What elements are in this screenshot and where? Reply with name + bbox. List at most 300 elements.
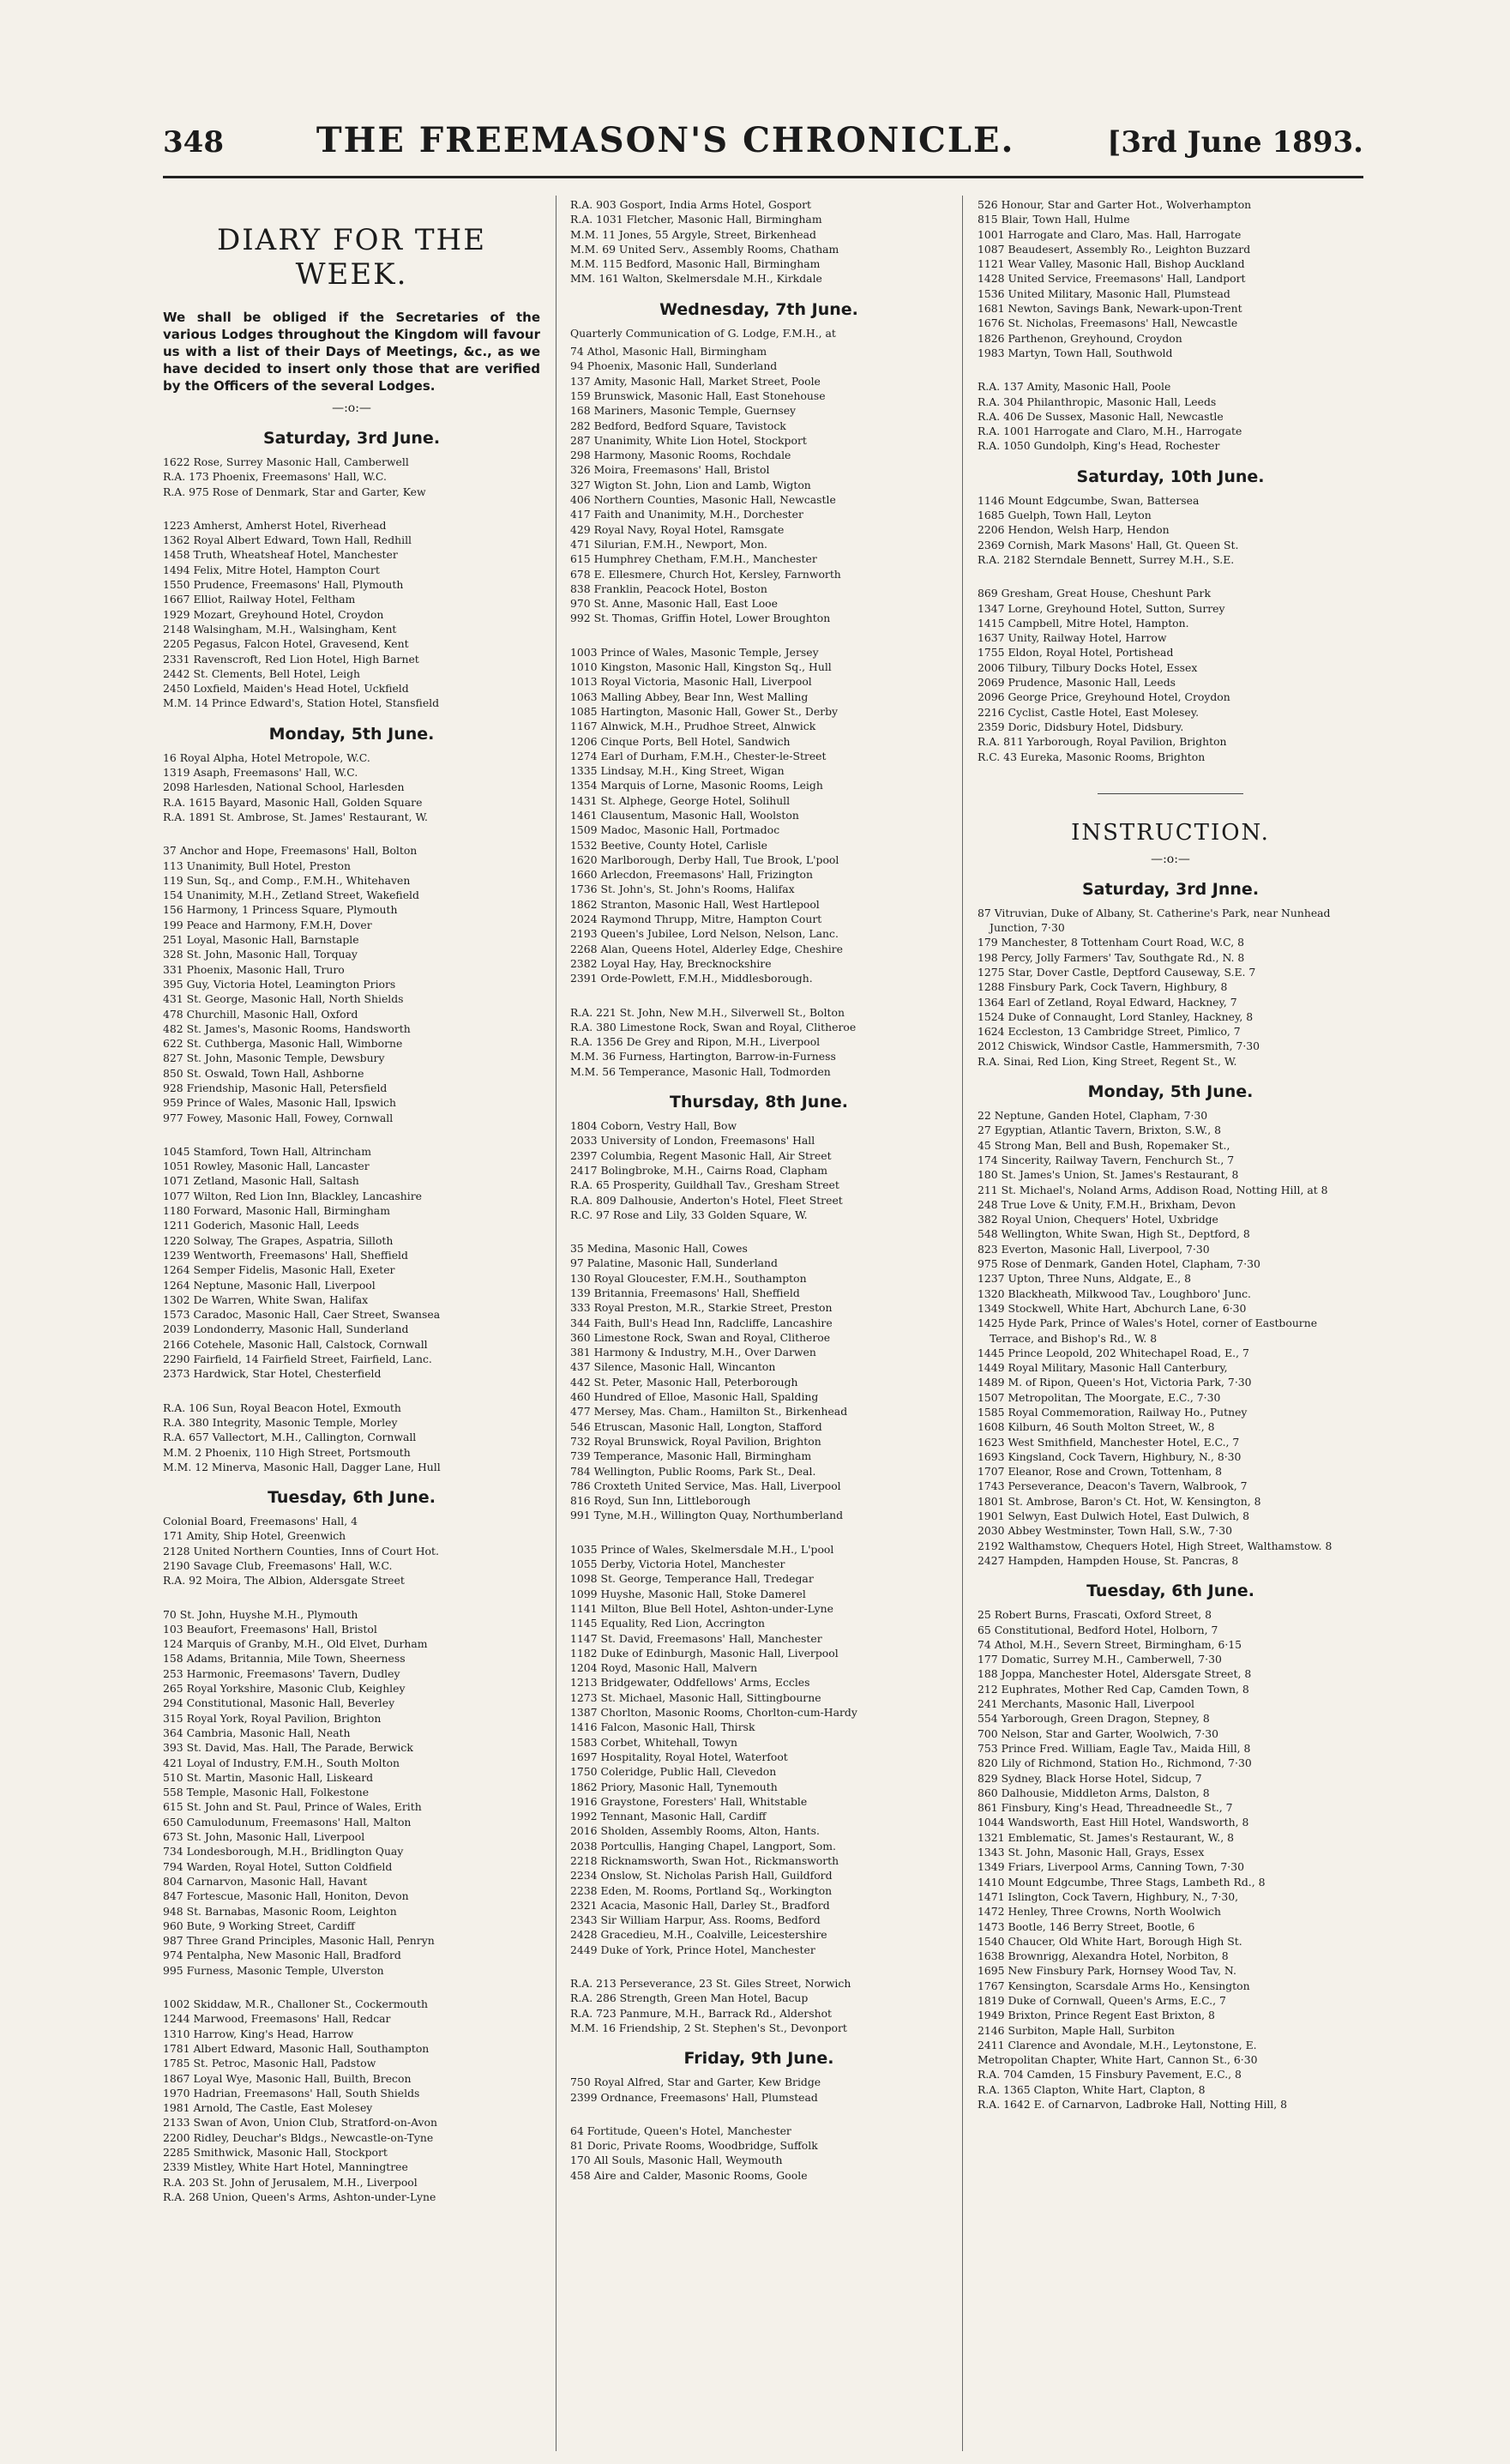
lodge-entry: 2098 Harlesden, National School, Harlesden — [163, 780, 405, 794]
lodge-entry: 344 Faith, Bull's Head Inn, Radcliffe, Lancashire — [570, 1316, 833, 1329]
lodge-entry: 1147 St. David, Freemasons' Hall, Manchester — [570, 1631, 822, 1645]
lodge-entry: R.A. 1356 De Grey and Ripon, M.H., Liverpool — [570, 1035, 821, 1049]
lodge-entry: 753 Prince Fred. William, Eagle Tav., Maida Hill, 8 — [978, 1741, 1251, 1755]
lodge-entry: 1707 Eleanor, Rose and Crown, Tottenham, 8 — [978, 1465, 1222, 1479]
lodge-entry: 1349 Stockwell, White Hart, Abchurch Lane, 6·30 — [978, 1301, 1247, 1315]
lodge-entry: 421 Loyal of Industry, F.M.H., South Molton — [163, 1756, 400, 1769]
lodge-entry: 987 Three Grand Principles, Masonic Hall, Penryn — [163, 1934, 435, 1948]
lodge-entry: 482 St. James's, Masonic Rooms, Handsworth — [163, 1021, 411, 1035]
lodge-entry: 1660 Arlecdon, Freemasons' Hall, Frizington — [570, 868, 813, 882]
lodge-entry: 526 Honour, Star and Garter Hot., Wolverhampton — [978, 198, 1252, 211]
lodge-entry: 2449 Duke of York, Prince Hotel, Manchester — [570, 1943, 815, 1956]
lodge-entry: 1781 Albert Edward, Masonic Hall, Southampton — [163, 2041, 430, 2055]
lodge-list — [570, 1005, 948, 1079]
lodge-entry: 1622 Rose, Surrey Masonic Hall, Camberwell — [163, 455, 409, 468]
lodge-list — [570, 344, 948, 626]
day-heading: Monday, 5th June. — [268, 724, 435, 744]
lodge-entry: 1695 New Finsbury Park, Hornsey Wood Tav, N. — [978, 1964, 1236, 1978]
lodge-entry: 103 Beaufort, Freemasons' Hall, Bristol — [163, 1622, 377, 1636]
lodge-entry: 1685 Guelph, Town Hall, Leyton — [978, 509, 1152, 522]
lodge-entry: 1585 Royal Commemoration, Railway Ho., Putney — [978, 1406, 1248, 1419]
lodge-list — [570, 2124, 948, 2183]
lodge-entry: 1509 Madoc, Masonic Hall, Portmadoc — [570, 823, 780, 837]
lodge-entry: 1970 Hadrian, Freemasons' Hall, South Shields — [163, 2086, 420, 2100]
day-heading: Thursday, 8th June. — [670, 1093, 848, 1112]
lodge-entry: 615 St. John and St. Paul, Prince of Wales, Erith — [163, 1800, 422, 1814]
lodge-entry: M.M. 16 Friendship, 2 St. Stephen's St., Devonport — [570, 2021, 847, 2034]
group-gap — [163, 824, 540, 843]
lodge-entry: 860 Dalhousie, Middleton Arms, Dalston, 8 — [978, 1786, 1210, 1799]
lodge-entry: 1767 Kensington, Scarsdale Arms Ho., Kensington — [978, 1979, 1250, 1992]
lodge-entry: 170 All Souls, Masonic Hall, Weymouth — [570, 2154, 783, 2167]
lodge-entry: 1077 Wilton, Red Lion Inn, Blackley, Lancashire — [163, 1189, 422, 1202]
lodge-entry: 732 Royal Brunswick, Royal Pavilion, Brighton — [570, 1434, 821, 1448]
ornament: —:o:— — [332, 401, 371, 415]
lodge-entry: 2399 Ordnance, Freemasons' Hall, Plumstead — [570, 2090, 818, 2104]
lodge-entry: R.A. 203 St. John of Jerusalem, M.H., Liverpool — [163, 2175, 418, 2189]
lodge-entry: 45 Strong Man, Bell and Bush, Ropemaker St., — [978, 1138, 1230, 1152]
lodge-entry: M.M. 11 Jones, 55 Argyle, Street, Birkenhead — [570, 227, 816, 241]
lodge-entry: 1239 Wentworth, Freemasons' Hall, Sheffield — [163, 1248, 408, 1262]
lodge-entry: 2397 Columbia, Regent Masonic Hall, Air Street — [570, 1148, 832, 1162]
lodge-list — [978, 379, 1363, 453]
lodge-entry: 861 Finsbury, King's Head, Threadneedle St., 7 — [978, 1801, 1233, 1815]
lodge-entry: 97 Palatine, Masonic Hall, Sunderland — [570, 1256, 778, 1270]
lodge-entry: 2428 Gracedieu, M.H., Coalville, Leicestershire — [570, 1928, 827, 1942]
lodge-entry: 970 St. Anne, Masonic Hall, East Looe — [570, 597, 778, 611]
lodge-entry: 548 Wellington, White Swan, High St., Deptford, 8 — [978, 1227, 1250, 1241]
lodge-entry: 1098 St. George, Temperance Hall, Tredegar — [570, 1572, 814, 1586]
lodge-entry: 2331 Ravenscroft, Red Lion Hotel, High Barnet — [163, 652, 419, 666]
day-heading: Wednesday, 7th June. — [659, 299, 858, 319]
lodge-entry: 992 St. Thomas, Griffin Hotel, Lower Broughton — [570, 611, 831, 625]
lodge-entry: 2006 Tilbury, Tilbury Docks Hotel, Essex — [978, 660, 1198, 674]
lodge-entry: 554 Yarborough, Green Dragon, Stepney, 8 — [978, 1712, 1210, 1726]
group-gap — [163, 1978, 540, 1997]
lodge-entry: 406 Northern Counties, Masonic Hall, Newcastle — [570, 493, 836, 507]
lodge-entry: R.A. 723 Panmure, M.H., Barrack Rd., Aldershot — [570, 2006, 833, 2020]
group-gap — [163, 1588, 540, 1607]
lodge-entry: 1275 Star, Dover Castle, Deptford Causeway, S.E. 7 — [978, 965, 1256, 979]
lodge-entry: 786 Croxteth United Service, Mas. Hall, Liverpool — [570, 1479, 841, 1492]
lodge-entry: 847 Fortescue, Masonic Hall, Honiton, Devon — [163, 1889, 409, 1903]
lodge-entry: 1743 Perseverance, Deacon's Tavern, Walbrook, 7 — [978, 1479, 1248, 1493]
lodge-entry: 1416 Falcon, Masonic Hall, Thirsk — [570, 1720, 755, 1734]
lodge-entry: R.A. 1891 St. Ambrose, St. James' Restaurant, W. — [163, 810, 428, 823]
lodge-entry: 171 Amity, Ship Hotel, Greenwich — [163, 1529, 346, 1543]
lodge-entry: 2369 Cornish, Mark Masons' Hall, Gt. Queen St. — [978, 538, 1239, 551]
lodge-entry: 113 Unanimity, Bull Hotel, Preston — [163, 858, 352, 872]
lodge-entry: 1087 Beaudesert, Assembly Ro., Leighton Buzzard — [978, 242, 1251, 256]
lodge-entry: 1473 Bootle, 146 Berry Street, Bootle, 6 — [978, 1919, 1195, 1933]
lodge-entry: 198 Percy, Jolly Farmers' Tav, Southgate Rd., N. 8 — [978, 950, 1245, 964]
lodge-entry: 615 Humphrey Chetham, F.M.H., Manchester — [570, 552, 817, 566]
lodge-entry: R.A. 2182 Sterndale Bennett, Surrey M.H., S.E. — [978, 552, 1235, 566]
lodge-entry: R.A. 286 Strength, Green Man Hotel, Bacup — [570, 1991, 809, 2005]
lodge-entry: 2238 Eden, M. Rooms, Portland Sq., Workington — [570, 1883, 833, 1897]
lodge-entry: R.A. 268 Union, Queen's Arms, Ashton-under-Lyne — [163, 2190, 436, 2203]
lodge-entry: 1335 Lindsay, M.H., King Street, Wigan — [570, 764, 785, 778]
lodge-entry: 2039 Londonderry, Masonic Hall, Sunderland — [163, 1322, 409, 1336]
lodge-entry: 1697 Hospitality, Royal Hotel, Waterfoot — [570, 1750, 788, 1763]
lodge-list — [163, 1514, 540, 1587]
lodge-entry: M.M. 2 Phoenix, 110 High Street, Portsmouth — [163, 1445, 411, 1459]
lodge-entry: 137 Amity, Masonic Hall, Market Street, Poole — [570, 374, 821, 388]
lodge-entry: M.M. 12 Minerva, Masonic Hall, Dagger Lane, Hull — [163, 1460, 441, 1473]
lodge-entry: 2012 Chiswick, Windsor Castle, Hammersmith, 7·30 — [978, 1039, 1260, 1053]
lodge-entry: 1431 St. Alphege, George Hotel, Solihull — [570, 793, 791, 807]
page-number: 348 — [163, 125, 224, 160]
lodge-entry: 1063 Malling Abbey, Bear Inn, West Malling — [570, 690, 809, 703]
group-gap — [570, 986, 948, 1005]
lodge-list — [570, 1976, 948, 2035]
day-note: Quarterly Communication of G. Lodge, F.M.H., at — [570, 326, 836, 340]
lodge-entry: 2030 Abbey Westminster, Town Hall, S.W., 7·30 — [978, 1524, 1232, 1538]
lodge-entry: 154 Unanimity, M.H., Zetland Street, Wakefield — [163, 889, 419, 902]
lodge-entry: 1364 Earl of Zetland, Royal Edward, Hackney, 7 — [978, 995, 1237, 1009]
journal-title: THE FREEMASON'S CHRONICLE. — [316, 120, 1015, 160]
lodge-entry: 1801 St. Ambrose, Baron's Ct. Hot, W. Kensington, 8 — [978, 1494, 1261, 1508]
lodge-list — [163, 1997, 540, 2204]
lodge-entry: 382 Royal Union, Chequers' Hotel, Uxbridge — [978, 1213, 1218, 1226]
lodge-entry: 959 Prince of Wales, Masonic Hall, Ipswich — [163, 1096, 396, 1110]
lodge-entry: 2268 Alan, Queens Hotel, Alderley Edge, Cheshire — [570, 942, 843, 955]
diary-intro: We shall be obliged if the Secretaries of the various Lodges throughout the Kingdom will favour us with a list of their Days of Meetings, &c., as we have decided to insert only those that are verified by the Officers of the several Lodges. — [163, 310, 540, 394]
lodge-entry: 1983 Martyn, Town Hall, Southwold — [978, 346, 1173, 359]
header-rule — [163, 176, 1363, 178]
lodge-entry: 381 Harmony & Industry, M.H., Over Darwen — [570, 1346, 816, 1359]
lodge-entry: 1750 Coleridge, Public Hall, Clevedon — [570, 1765, 777, 1779]
group-gap — [163, 1125, 540, 1144]
lodge-entry: 2359 Doric, Didsbury Hotel, Didsbury. — [978, 720, 1184, 733]
lodge-entry: 2417 Bolingbroke, M.H., Cairns Road, Clapham — [570, 1163, 828, 1177]
column-1-body — [163, 429, 540, 2204]
lodge-entry: 678 E. Ellesmere, Church Hot, Kersley, Farnworth — [570, 567, 841, 581]
lodge-entry: 2206 Hendon, Welsh Harp, Hendon — [978, 523, 1170, 537]
lodge-entry: 823 Everton, Masonic Hall, Liverpool, 7·30 — [978, 1242, 1210, 1256]
lodge-entry: 1180 Forward, Masonic Hall, Birmingham — [163, 1204, 390, 1218]
lodge-entry: 1071 Zetland, Masonic Hall, Saltash — [163, 1174, 359, 1188]
lodge-entry: 1085 Hartington, Masonic Hall, Gower St., Derby — [570, 704, 839, 718]
lodge-list — [163, 518, 540, 711]
lodge-entry: R.A. 106 Sun, Royal Beacon Hotel, Exmouth — [163, 1401, 401, 1414]
lodge-list — [570, 1241, 948, 1523]
lodge-entry: 331 Phoenix, Masonic Hall, Truro — [163, 962, 345, 976]
lodge-entry: 1099 Huyshe, Masonic Hall, Stoke Damerel — [570, 1587, 806, 1600]
lodge-list — [570, 2075, 948, 2105]
lodge-entry: 158 Adams, Britannia, Mile Town, Sheerness — [163, 1652, 406, 1666]
lodge-entry: 2373 Hardwick, Star Hotel, Chesterfield — [163, 1367, 382, 1381]
lodge-entry: 327 Wigton St. John, Lion and Lamb, Wigton — [570, 478, 811, 491]
lodge-entry: 1354 Marquis of Lorne, Masonic Rooms, Leigh — [570, 779, 823, 792]
lodge-entry: 2285 Smithwick, Masonic Hall, Stockport — [163, 2145, 388, 2159]
lodge-entry: 253 Harmonic, Freemasons' Tavern, Dudley — [163, 1666, 400, 1680]
lodge-entry: 977 Fowey, Masonic Hall, Fowey, Cornwall — [163, 1111, 394, 1124]
lodge-entry: 2016 Sholden, Assembly Rooms, Alton, Hants. — [570, 1824, 820, 1838]
lodge-entry: 2096 George Price, Greyhound Hotel, Croydon — [978, 690, 1230, 704]
lodge-list — [163, 1401, 540, 1474]
lodge-entry: 2234 Onslow, St. Nicholas Parish Hall, Guildford — [570, 1869, 833, 1883]
lodge-entry: 2216 Cyclist, Castle Hotel, East Molesey. — [978, 705, 1200, 719]
lodge-entry: R.A. 975 Rose of Denmark, Star and Garter, Kew — [163, 485, 426, 498]
lodge-entry: 510 St. Martin, Masonic Hall, Liskeard — [163, 1770, 374, 1784]
column-1 — [163, 197, 540, 2453]
lodge-entry: R.C. 43 Eureka, Masonic Rooms, Brighton — [978, 750, 1206, 763]
lodge-entry: 1001 Harrogate and Claro, Mas. Hall, Harrogate — [978, 227, 1242, 241]
lodge-list — [570, 1118, 948, 1222]
lodge-entry: 81 Doric, Private Rooms, Woodbridge, Suffolk — [570, 2139, 818, 2153]
lodge-entry: 1819 Duke of Cornwall, Queen's Arms, E.C., 7 — [978, 1993, 1226, 2007]
group-gap — [978, 360, 1363, 379]
lodge-entry: R.A. 380 Limestone Rock, Swan and Royal, Clitheroe — [570, 1020, 857, 1033]
lodge-entry: 2450 Loxfield, Maiden's Head Hotel, Uckfield — [163, 682, 409, 696]
lodge-entry: 2033 University of London, Freemasons' Hall — [570, 1134, 815, 1148]
lodge-entry: 1206 Cinque Ports, Bell Hotel, Sandwich — [570, 734, 791, 748]
lodge-entry: 130 Royal Gloucester, F.M.H., Southampton — [570, 1271, 807, 1285]
lodge-entry: 1415 Campbell, Mitre Hotel, Hampton. — [978, 616, 1189, 630]
diary-title: DIARY FOR THE WEEK. — [216, 223, 487, 292]
lodge-entry: 739 Temperance, Masonic Hall, Birmingham — [570, 1449, 812, 1463]
lodge-entry: 1343 St. John, Masonic Hall, Grays, Essex — [978, 1846, 1205, 1859]
lodge-entry: 804 Carnarvon, Masonic Hall, Havant — [163, 1874, 368, 1888]
lodge-entry: 2290 Fairfield, 14 Fairfield Street, Fairfield, Lanc. — [163, 1352, 432, 1366]
column-2-body — [570, 197, 948, 2183]
lodge-list — [163, 455, 540, 499]
lodge-entry: 2218 Ricknamsworth, Swan Hot., Rickmansworth — [570, 1853, 839, 1867]
lodge-entry: R.A. 137 Amity, Masonic Hall, Poole — [978, 380, 1171, 394]
lodge-entry: 294 Constitutional, Masonic Hall, Beverley — [163, 1696, 395, 1710]
lodge-entry: 2190 Savage Club, Freemasons' Hall, W.C. — [163, 1559, 393, 1572]
lodge-entry: 1981 Arnold, The Castle, East Molesey — [163, 2101, 373, 2115]
column-3-body — [978, 197, 1363, 764]
lodge-entry: 1288 Finsbury Park, Cock Tavern, Highbury, 8 — [978, 980, 1228, 994]
lodge-entry: R.A. 704 Camden, 15 Finsbury Pavement, E.C., 8 — [978, 2068, 1242, 2081]
lodge-entry: 2200 Ridley, Deuchar's Bldgs., Newcastle-on-Tyne — [163, 2130, 434, 2144]
lodge-entry: 315 Royal York, Royal Pavilion, Brighton — [163, 1711, 382, 1725]
lodge-entry: 177 Domatic, Surrey M.H., Camberwell, 7·30 — [978, 1653, 1222, 1666]
lodge-entry: 2205 Pegasus, Falcon Hotel, Gravesend, Kent — [163, 637, 409, 651]
lodge-entry: 1044 Wandsworth, East Hill Hotel, Wandsworth, 8 — [978, 1816, 1249, 1829]
lodge-entry: 700 Nelson, Star and Garter, Woolwich, 7·30 — [978, 1726, 1219, 1740]
lodge-entry: R.A. 221 St. John, New M.H., Silverwell St., Bolton — [570, 1005, 845, 1019]
lodge-entry: 1013 Royal Victoria, Masonic Hall, Liverpool — [570, 675, 812, 689]
lodge-entry: 458 Aire and Calder, Masonic Rooms, Goole — [570, 2168, 808, 2182]
lodge-entry: 2343 Sir William Harpur, Ass. Rooms, Bedford — [570, 1913, 821, 1927]
lodge-entry: 2442 St. Clements, Bell Hotel, Leigh — [163, 666, 361, 680]
lodge-entry: 437 Silence, Masonic Hall, Wincanton — [570, 1360, 776, 1374]
lodge-entry: 2166 Cotehele, Masonic Hall, Calstock, Cornwall — [163, 1337, 428, 1351]
section-divider — [1098, 793, 1243, 794]
lodge-entry: 1387 Chorlton, Masonic Rooms, Chorlton-cum-Hardy — [570, 1706, 857, 1720]
lodge-list — [978, 586, 1363, 764]
lodge-entry: 974 Pentalpha, New Masonic Hall, Bradford — [163, 1949, 401, 1962]
lodge-entry: 2038 Portcullis, Hanging Chapel, Langport, Som. — [570, 1839, 836, 1853]
lodge-entry: 124 Marquis of Granby, M.H., Old Elvet, Durham — [163, 1637, 428, 1651]
lodge-entry: 241 Merchants, Masonic Hall, Liverpool — [978, 1697, 1195, 1711]
lodge-entry: 87 Vitruvian, Duke of Albany, St. Catherine's Park, near Nunhead Junction, 7·30 — [978, 906, 1331, 935]
lodge-entry: 1213 Bridgewater, Oddfellows' Arms, Eccles — [570, 1676, 810, 1690]
lodge-entry: 1471 Islington, Cock Tavern, Highbury, N., 7·30, — [978, 1889, 1239, 1903]
lodge-entry: 265 Royal Yorkshire, Masonic Club, Keighley — [163, 1682, 406, 1696]
lodge-entry: 622 St. Cuthberga, Masonic Hall, Wimborne — [163, 1037, 403, 1051]
lodge-entry: 829 Sydney, Black Horse Hotel, Sidcup, 7 — [978, 1771, 1202, 1785]
lodge-entry: 991 Tyne, M.H., Willington Quay, Northumberland — [570, 1509, 844, 1522]
lodge-entry: 211 St. Michael's, Noland Arms, Addison Road, Notting Hill, at 8 — [978, 1183, 1328, 1196]
ornament: —:o:— — [1151, 852, 1190, 866]
lodge-entry: R.A. 92 Moira, The Albion, Aldersgate Street — [163, 1574, 405, 1587]
lodge-entry: 1785 St. Petroc, Masonic Hall, Padstow — [163, 2057, 376, 2070]
lodge-entry: R.C. 97 Rose and Lily, 33 Golden Square, W. — [570, 1208, 808, 1221]
lodge-entry: 94 Phoenix, Masonic Hall, Sunderland — [570, 359, 778, 373]
lodge-entry: MM. 161 Walton, Skelmersdale M.H., Kirkdale — [570, 272, 822, 286]
lodge-entry: 199 Peace and Harmony, F.M.H, Dover — [163, 918, 372, 931]
lodge-entry: 417 Faith and Unanimity, M.H., Dorchester — [570, 508, 803, 521]
lodge-entry: 1045 Stamford, Town Hall, Altrincham — [163, 1144, 371, 1158]
lodge-entry: 477 Mersey, Mas. Cham., Hamilton St., Birkenhead — [570, 1405, 848, 1419]
lodge-entry: 1428 United Service, Freemasons' Hall, Landport — [978, 272, 1246, 286]
lodge-entry: R.A. 173 Phoenix, Freemasons' Hall, W.C. — [163, 470, 387, 484]
lodge-entry: 471 Silurian, F.M.H., Newport, Mon. — [570, 537, 767, 551]
lodge-entry: 1410 Mount Edgcumbe, Three Stags, Lambeth Rd., 8 — [978, 1875, 1266, 1889]
lodge-entry: 2069 Prudence, Masonic Hall, Leeds — [978, 676, 1176, 690]
lodge-entry: 1637 Unity, Railway Hotel, Harrow — [978, 631, 1167, 645]
group-gap — [570, 1957, 948, 1976]
lodge-entry: 1826 Parthenon, Greyhound, Croydon — [978, 331, 1182, 345]
lodge-entry: 1573 Caradoc, Masonic Hall, Caer Street, Swansea — [163, 1308, 441, 1322]
lodge-entry: 119 Sun, Sq., and Comp., F.M.H., Whitehaven — [163, 873, 411, 887]
lodge-entry: 673 St. John, Masonic Hall, Liverpool — [163, 1830, 365, 1844]
lodge-entry: 1273 St. Michael, Masonic Hall, Sittingbourne — [570, 1690, 821, 1704]
lodge-entry: R.A. 213 Perseverance, 23 St. Giles Street, Norwich — [570, 1977, 851, 1991]
lodge-entry: 546 Etruscan, Masonic Hall, Longton, Stafford — [570, 1419, 822, 1433]
lodge-entry: M.M. 56 Temperance, Masonic Hall, Todmorden — [570, 1064, 831, 1078]
lodge-list — [570, 645, 948, 986]
lodge-entry: 960 Bute, 9 Working Street, Cardiff — [163, 1919, 355, 1932]
lodge-entry: 1638 Brownrigg, Alexandra Hotel, Norbiton, 8 — [978, 1949, 1229, 1963]
lodge-entry: 1321 Emblematic, St. James's Restaurant, W., 8 — [978, 1830, 1235, 1844]
lodge-entry: 251 Loyal, Masonic Hall, Barnstaple — [163, 933, 359, 947]
group-gap — [570, 626, 948, 645]
lodge-entry: 1667 Elliot, Railway Hotel, Feltham — [163, 593, 356, 606]
lodge-entry: 1211 Goderich, Masonic Hall, Leeds — [163, 1219, 359, 1232]
lodge-list — [163, 750, 540, 824]
lodge-entry: 1681 Newton, Savings Bank, Newark-upon-Trent — [978, 302, 1242, 316]
lodge-entry: 1929 Mozart, Greyhound Hotel, Croydon — [163, 607, 384, 621]
lodge-entry: 995 Furness, Masonic Temple, Ulverston — [163, 1963, 384, 1977]
lodge-entry: 1347 Lorne, Greyhound Hotel, Sutton, Surrey — [978, 601, 1225, 615]
lodge-entry: 1489 M. of Ripon, Queen's Hot, Victoria Park, 7·30 — [978, 1376, 1252, 1389]
day-heading: Tuesday, 6th June. — [268, 1488, 436, 1508]
lodge-entry: 1146 Mount Edgcumbe, Swan, Battersea — [978, 493, 1200, 507]
lodge-entry: 429 Royal Navy, Royal Hotel, Ramsgate — [570, 522, 785, 536]
lodge-entry: 1055 Derby, Victoria Hotel, Manchester — [570, 1557, 785, 1571]
lodge-entry: 1494 Felix, Mitre Hotel, Hampton Court — [163, 563, 380, 576]
lodge-entry: 1220 Solway, The Grapes, Aspatria, Silloth — [163, 1233, 394, 1247]
lodge-entry: 139 Britannia, Freemasons' Hall, Sheffield — [570, 1286, 800, 1299]
lodge-entry: 460 Hundred of Elloe, Masonic Hall, Spalding — [570, 1390, 819, 1404]
lodge-entry: 1862 Stranton, Masonic Hall, West Hartlepool — [570, 897, 820, 911]
lodge-entry: 179 Manchester, 8 Tottenham Court Road, W.C, 8 — [978, 936, 1244, 949]
lodge-entry: 850 St. Oswald, Town Hall, Ashborne — [163, 1066, 364, 1080]
lodge-entry: 1867 Loyal Wye, Masonic Hall, Builth, Brecon — [163, 2071, 412, 2085]
lodge-entry: 734 Londesborough, M.H., Bridlington Quay — [163, 1845, 404, 1859]
lodge-entry: 431 St. George, Masonic Hall, North Shields — [163, 992, 404, 1006]
lodge-entry: M.M. 69 United Serv., Assembly Rooms, Chatham — [570, 242, 839, 256]
lodge-entry: 174 Sincerity, Railway Tavern, Fenchurch St., 7 — [978, 1153, 1235, 1166]
lodge-entry: 333 Royal Preston, M.R., Starkie Street, Preston — [570, 1301, 833, 1315]
lodge-entry: R.A. 657 Vallectort, M.H., Callington, Cornwall — [163, 1431, 417, 1444]
lodge-entry: R.A. 1031 Fletcher, Masonic Hall, Birmingham — [570, 213, 822, 226]
lodge-entry: M.M. 36 Furness, Hartington, Barrow-in-Furness — [570, 1050, 836, 1063]
lodge-entry: 35 Medina, Masonic Hall, Cowes — [570, 1242, 748, 1256]
lodge-entry: 1310 Harrow, King's Head, Harrow — [163, 2027, 354, 2040]
lodge-entry: R.A. 1642 E. of Carnarvon, Ladbroke Hall, Notting Hill, 8 — [978, 2098, 1288, 2112]
lodge-entry: 478 Churchill, Masonic Hall, Oxford — [163, 1007, 358, 1021]
lodge-entry: 1244 Marwood, Freemasons' Hall, Redcar — [163, 2012, 391, 2026]
lodge-entry: 70 St. John, Huyshe M.H., Plymouth — [163, 1607, 358, 1621]
group-gap — [163, 499, 540, 518]
lodge-list — [163, 843, 540, 1125]
lodge-entry: 1458 Truth, Wheatsheaf Hotel, Manchester — [163, 548, 398, 562]
lodge-entry: 1540 Chaucer, Old White Hart, Borough High St. — [978, 1934, 1242, 1948]
day-heading: Friday, 9th June. — [683, 2049, 834, 2069]
lodge-entry: 22 Neptune, Ganden Hotel, Clapham, 7·30 — [978, 1109, 1208, 1123]
lodge-entry: 1608 Kilburn, 46 South Molton Street, W., 8 — [978, 1420, 1215, 1434]
lodge-entry: M.M. 14 Prince Edward's, Station Hotel, Stansfield — [163, 696, 440, 710]
lodge-entry: 1524 Duke of Connaught, Lord Stanley, Hackney, 8 — [978, 1009, 1254, 1023]
lodge-entry: R.A. Sinai, Red Lion, King Street, Regent St., W. — [978, 1054, 1237, 1068]
lodge-entry: 248 True Love & Unity, F.M.H., Brixham, Devon — [978, 1197, 1236, 1211]
column-2 — [570, 197, 948, 2453]
lodge-list — [978, 1108, 1363, 1568]
lodge-list — [570, 1542, 948, 1957]
lodge-entry: 1204 Royd, Masonic Hall, Malvern — [570, 1661, 758, 1675]
lodge-entry: 1532 Beetive, County Hotel, Carlisle — [570, 838, 768, 852]
lodge-entry: 558 Temple, Masonic Hall, Folkestone — [163, 1786, 370, 1799]
lodge-entry: 1349 Friars, Liverpool Arms, Canning Town, 7·30 — [978, 1860, 1245, 1874]
lodge-entry: 1425 Hyde Park, Prince of Wales's Hotel, corner of Eastbourne Terrace, and Bishop's Rd., W. 8 — [978, 1316, 1318, 1345]
lodge-entry: 1319 Asaph, Freemasons' Hall, W.C. — [163, 766, 358, 780]
lodge-entry: R.A. 65 Prosperity, Guildhall Tav., Gresham Street — [570, 1178, 839, 1192]
lodge-entry: 1145 Equality, Red Lion, Accrington — [570, 1617, 766, 1630]
lodge-entry: R.A. 811 Yarborough, Royal Pavilion, Brighton — [978, 735, 1227, 749]
lodge-entry: 1002 Skiddaw, M.R., Challoner St., Cockermouth — [163, 1997, 428, 2011]
lodge-entry: 1676 St. Nicholas, Freemasons' Hall, Newcastle — [978, 316, 1238, 330]
lodge-list — [978, 493, 1363, 567]
lodge-entry: 360 Limestone Rock, Swan and Royal, Clitheroe — [570, 1330, 831, 1344]
lodge-entry: 364 Cambria, Masonic Hall, Neath — [163, 1726, 351, 1739]
lodge-entry: 2146 Surbiton, Maple Hall, Surbiton — [978, 2023, 1175, 2037]
lodge-entry: 2321 Acacia, Masonic Hall, Darley St., Bradford — [570, 1898, 830, 1912]
lodge-entry: 816 Royd, Sun Inn, Littleborough — [570, 1494, 751, 1508]
lodge-entry: R.A. 1615 Bayard, Masonic Hall, Golden Square — [163, 795, 423, 809]
lodge-entry: 442 St. Peter, Masonic Hall, Peterborough — [570, 1375, 798, 1389]
lodge-entry: R.A. 903 Gosport, India Arms Hotel, Gosport — [570, 198, 812, 211]
lodge-entry: R.A. 1001 Harrogate and Claro, M.H., Harrogate — [978, 425, 1242, 438]
lodge-entry: 2193 Queen's Jubilee, Lord Nelson, Nelson, Lanc. — [570, 927, 839, 941]
column-3 — [978, 197, 1363, 2453]
lodge-entry: 2192 Walthamstow, Chequers Hotel, High Street, Walthamstow. 8 — [978, 1539, 1333, 1552]
day-heading: Monday, 5th June. — [1087, 1082, 1254, 1102]
lodge-entry: 282 Bedford, Bedford Square, Tavistock — [570, 419, 786, 432]
lodge-entry: 2128 United Northern Counties, Inns of Court Hot. — [163, 1544, 439, 1557]
column-divider — [962, 196, 963, 2451]
lodge-entry: 65 Constitutional, Bedford Hotel, Holborn, 7 — [978, 1623, 1218, 1636]
instruction-title: INSTRUCTION. — [1071, 819, 1270, 846]
lodge-entry: 64 Fortitude, Queen's Hotel, Manchester — [570, 2124, 791, 2137]
lodge-entry: 1472 Henley, Three Crowns, North Woolwich — [978, 1905, 1221, 1919]
lodge-entry: 16 Royal Alpha, Hotel Metropole, W.C. — [163, 750, 370, 764]
